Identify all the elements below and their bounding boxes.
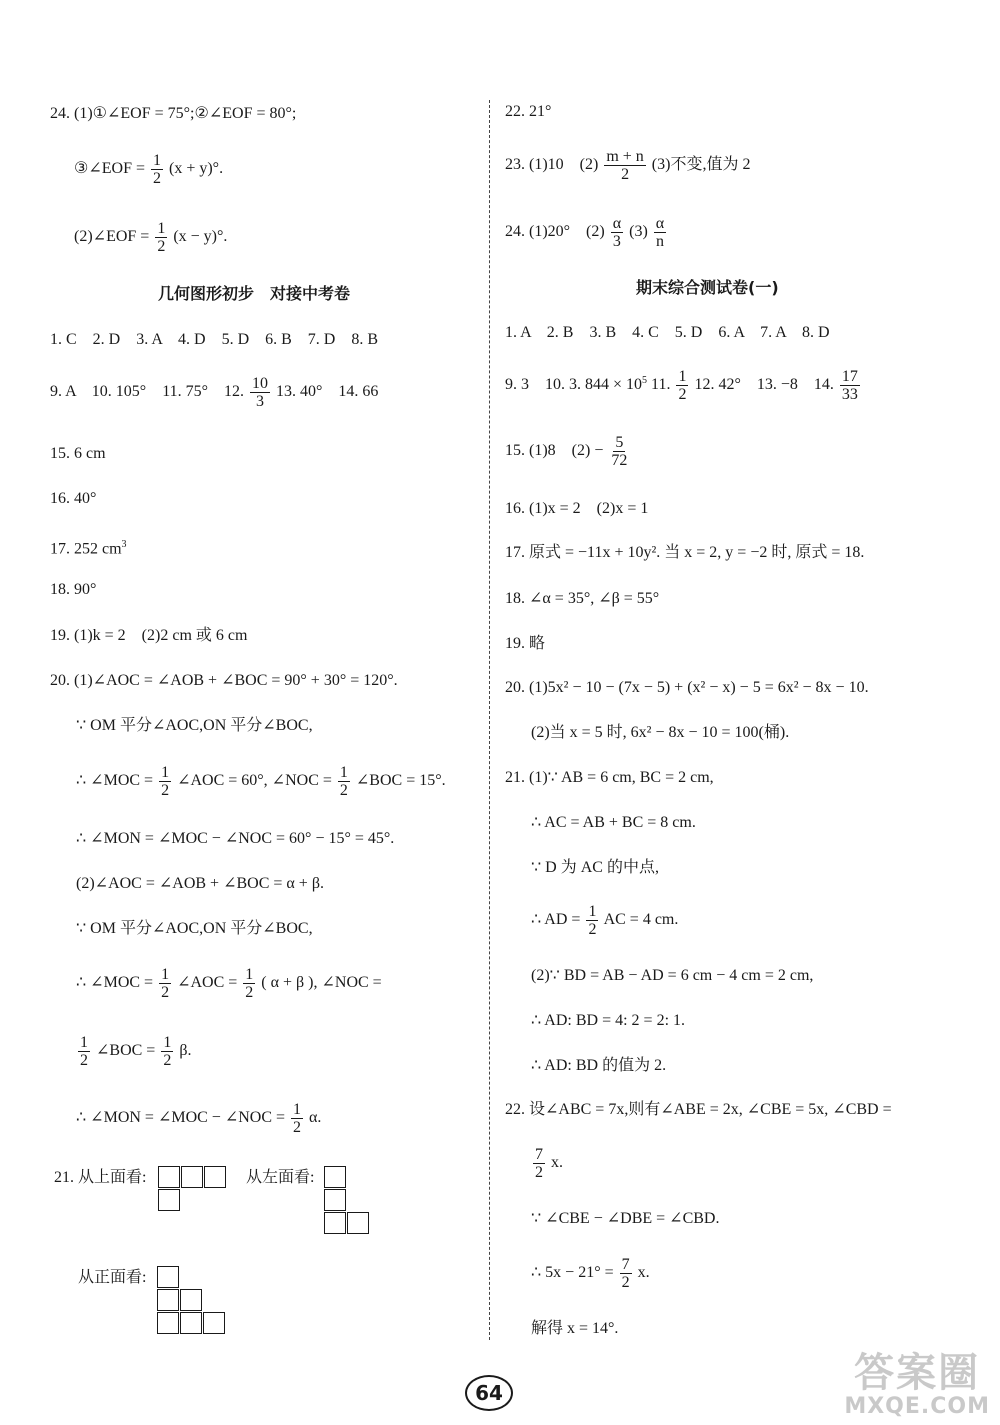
left-q20-line8 bbox=[76, 1034, 191, 1069]
text: ∠AOC = bbox=[177, 974, 238, 992]
text: (2)∠EOF = bbox=[74, 228, 150, 246]
text: β. bbox=[179, 1042, 192, 1060]
left-q18: 18. 90° bbox=[50, 581, 97, 598]
left-q20-line1: 20. (1)∠AOC = ∠AOB + ∠BOC = 90° + 30° = 120°. bbox=[50, 672, 398, 689]
grid-cell bbox=[180, 1289, 202, 1311]
fraction-half: $\frac{1}{2}$ bbox=[157, 220, 166, 255]
column-divider bbox=[489, 100, 490, 1340]
text: ③∠EOF = bbox=[74, 160, 145, 178]
right-q20-line1: 20. (1)5x² − 10 − (7x − 5) + (x² − x) − 5 = 6x² − 8x − 10. bbox=[505, 679, 869, 696]
superscript: 3 bbox=[121, 539, 127, 550]
left-q24-part1: 24. (1)①∠EOF = 75°;②∠EOF = 80°; bbox=[50, 105, 297, 122]
right-q22-line5: 解得 x = 14°. bbox=[531, 1320, 619, 1337]
fraction-7-2: $\frac{7}{2}$ bbox=[621, 1256, 630, 1291]
fraction-half: $\frac{1}{2}$ bbox=[153, 152, 161, 187]
text: (3)不变,值为 2 bbox=[651, 156, 751, 174]
right-q22-line4 bbox=[531, 1256, 650, 1291]
right-q22-line1: 22. 设∠ABC = 7x,则有∠ABE = 2x, ∠CBE = 5x, ∠CBD = bbox=[505, 1101, 892, 1118]
fraction-half: $\frac{1}{2}$ bbox=[80, 1034, 88, 1069]
right-q23 bbox=[505, 148, 750, 183]
right-q21-line2: ∴ AC = AB + BC = 8 cm. bbox=[531, 814, 696, 831]
text: x. bbox=[637, 1264, 650, 1282]
text: ∴ ∠MOC = bbox=[76, 974, 154, 992]
text: (3) bbox=[629, 223, 648, 241]
fraction-17-33: $\frac{17}{33}$ bbox=[841, 368, 858, 403]
grid-cell bbox=[203, 1312, 225, 1334]
fraction-m-plus-n: $\frac{m + n}{2}$ bbox=[606, 148, 644, 183]
text: ( α + β ), ∠NOC = bbox=[261, 974, 382, 992]
grid-cell bbox=[158, 1189, 180, 1211]
right-q22-line3: ∵ ∠CBE − ∠DBE = ∠CBD. bbox=[531, 1210, 720, 1227]
text: ∴ 5x − 21° = bbox=[531, 1264, 614, 1282]
right-q21-line6: ∴ AD: BD = 4: 2 = 2: 1. bbox=[531, 1012, 686, 1029]
text: x. bbox=[551, 1154, 563, 1172]
right-q19: 19. 略 bbox=[505, 635, 546, 652]
right-row2 bbox=[505, 368, 862, 403]
fraction-half: $\frac{1}{2}$ bbox=[245, 966, 254, 1001]
fraction-7-2: $\frac{7}{2}$ bbox=[535, 1146, 543, 1181]
text: 9. 3 10. 3. 844 × 10 bbox=[505, 376, 643, 394]
fraction-half: $\frac{1}{2}$ bbox=[293, 1101, 302, 1136]
left-q21-front-label: 从正面看: bbox=[78, 1269, 147, 1286]
left-q24-part3 bbox=[74, 152, 223, 187]
left-q20-line7 bbox=[76, 966, 382, 1001]
text: ∠AOC = 60°, ∠NOC = bbox=[177, 772, 332, 790]
text: 13. 40° 14. 66 bbox=[276, 383, 379, 401]
grid-cell bbox=[324, 1212, 346, 1234]
left-q24-part2 bbox=[74, 220, 227, 255]
fraction-half: $\frac{1}{2}$ bbox=[161, 966, 170, 1001]
fraction-alpha-3: $\frac{\alpha}{3}$ bbox=[612, 215, 622, 250]
right-q21-line3: ∵ D 为 AC 的中点, bbox=[531, 859, 659, 876]
left-q21-top-label: 21. 从上面看: bbox=[54, 1169, 147, 1186]
left-q20-line9 bbox=[76, 1101, 321, 1136]
superscript: 5 bbox=[642, 374, 648, 386]
grid-cell bbox=[158, 1166, 180, 1188]
text: (x + y)°. bbox=[169, 160, 224, 178]
grid-cell bbox=[157, 1312, 179, 1334]
text: 15. (1)8 (2) − bbox=[505, 442, 604, 460]
watermark-logo bbox=[844, 1351, 990, 1419]
right-q22: 22. 21° bbox=[505, 103, 552, 120]
right-q21-line7: ∴ AD: BD 的值为 2. bbox=[531, 1057, 667, 1074]
right-q18: 18. ∠α = 35°, ∠β = 55° bbox=[505, 590, 660, 607]
right-q15 bbox=[505, 434, 631, 469]
text: 23. (1)10 (2) bbox=[505, 156, 599, 174]
text: 11. bbox=[651, 376, 671, 394]
grid-cell bbox=[181, 1166, 203, 1188]
text: 12. 42° 13. −8 14. bbox=[694, 376, 834, 394]
fraction-5-72: $\frac{5}{72}$ bbox=[611, 434, 628, 469]
right-mc-row1: 1. A 2. B 3. B 4. C 5. D 6. A 7. A 8. D bbox=[505, 324, 830, 341]
right-q17: 17. 原式 = −11x + 10y². 当 x = 2, y = −2 时, 原式 = 18. bbox=[505, 544, 865, 561]
fraction-half: $\frac{1}{2}$ bbox=[339, 764, 348, 799]
grid-cell bbox=[180, 1312, 202, 1334]
text: ∴ AD = bbox=[531, 911, 581, 929]
text: ∠BOC = bbox=[96, 1042, 156, 1060]
text: 17. 252 cm bbox=[50, 540, 122, 558]
text: ∴ ∠MOC = bbox=[76, 772, 154, 790]
grid-cell bbox=[324, 1166, 346, 1188]
fraction-half: $\frac{1}{2}$ bbox=[588, 903, 597, 938]
text: α. bbox=[309, 1109, 322, 1127]
left-section-title: 几何图形初步 对接中考卷 bbox=[158, 284, 351, 303]
text: 9. A 10. 105° 11. 75° 12. bbox=[50, 383, 244, 401]
left-q20-line3 bbox=[76, 764, 446, 799]
fraction-ten-thirds: $\frac{10}{3}$ bbox=[252, 375, 268, 410]
grid-cell bbox=[157, 1289, 179, 1311]
grid-cell bbox=[157, 1266, 179, 1288]
text: ∠BOC = 15°. bbox=[355, 772, 446, 790]
right-q21-line4 bbox=[531, 903, 678, 938]
left-q20-line5: (2)∠AOC = ∠AOB + ∠BOC = α + β. bbox=[76, 875, 324, 892]
left-row2 bbox=[50, 375, 378, 410]
right-q24 bbox=[505, 215, 668, 250]
right-section-title: 期末综合测试卷(一) bbox=[636, 278, 779, 297]
right-q20-line2: (2)当 x = 5 时, 6x² − 8x − 10 = 100(桶). bbox=[531, 724, 790, 741]
right-q22-line2 bbox=[531, 1146, 563, 1181]
left-q21-left-label: 从左面看: bbox=[246, 1169, 315, 1186]
left-q20-line6: ∵ OM 平分∠AOC,ON 平分∠BOC, bbox=[76, 920, 313, 937]
watermark-text: 答案圈 bbox=[854, 1350, 981, 1396]
text: AC = 4 cm. bbox=[603, 911, 679, 929]
grid-cell bbox=[347, 1212, 369, 1234]
text: (x − y)°. bbox=[173, 228, 228, 246]
fraction-half: $\frac{1}{2}$ bbox=[163, 1034, 172, 1069]
left-q20-line4: ∴ ∠MON = ∠MOC − ∠NOC = 60° − 15° = 45°. bbox=[76, 830, 395, 847]
grid-cell bbox=[324, 1189, 346, 1211]
left-q17 bbox=[50, 535, 127, 559]
right-q21-line5: (2)∵ BD = AB − AD = 6 cm − 4 cm = 2 cm, bbox=[531, 967, 814, 984]
fraction-alpha-n: $\frac{\alpha}{n}$ bbox=[655, 215, 665, 250]
grid-cell bbox=[204, 1166, 226, 1188]
text: 24. (1)20° (2) bbox=[505, 223, 605, 241]
left-q16: 16. 40° bbox=[50, 490, 97, 507]
text: ∴ ∠MON = ∠MOC − ∠NOC = bbox=[76, 1109, 286, 1127]
left-mc-row1: 1. C 2. D 3. A 4. D 5. D 6. B 7. D 8. B bbox=[50, 331, 379, 348]
page-number: 64 bbox=[465, 1375, 513, 1411]
watermark-url: MXQE.COM bbox=[844, 1394, 990, 1419]
fraction-half: $\frac{1}{2}$ bbox=[678, 368, 687, 403]
left-q19: 19. (1)k = 2 (2)2 cm 或 6 cm bbox=[50, 627, 248, 644]
left-q15: 15. 6 cm bbox=[50, 445, 106, 462]
fraction-half: $\frac{1}{2}$ bbox=[161, 764, 170, 799]
right-q16: 16. (1)x = 2 (2)x = 1 bbox=[505, 500, 649, 517]
left-q20-line2: ∵ OM 平分∠AOC,ON 平分∠BOC, bbox=[76, 717, 313, 734]
right-q21-line1: 21. (1)∵ AB = 6 cm, BC = 2 cm, bbox=[505, 769, 714, 786]
